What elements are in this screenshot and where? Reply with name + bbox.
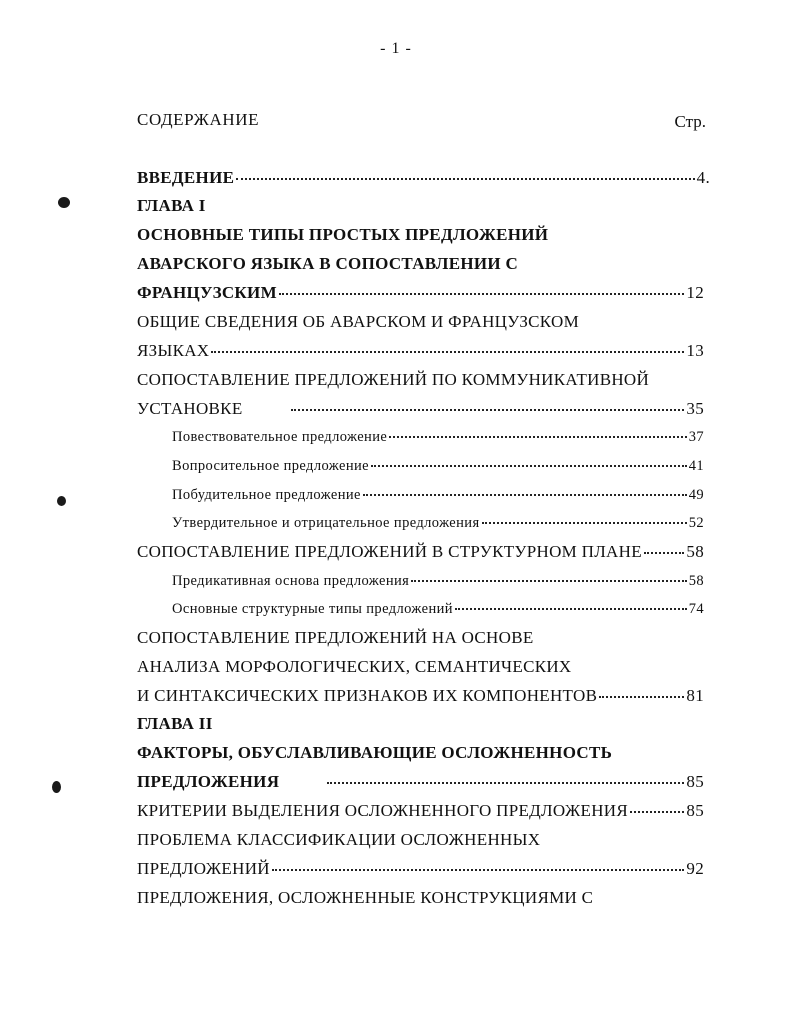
- subsection-interrogative: [172, 458, 704, 475]
- chapter-2-heading: [137, 714, 213, 734]
- toc-entry-text: КРИТЕРИИ ВЫДЕЛЕНИЯ ОСЛОЖНЕННОГО ПРЕДЛОЖЕНИЯ: [137, 801, 629, 820]
- toc-entry-text: ПРЕДЛОЖЕНИЙ: [137, 859, 270, 878]
- section-morphological-line-3: [137, 686, 704, 706]
- section-classification-line-1: [137, 830, 540, 850]
- scan-mark: [58, 197, 70, 208]
- dot-leader: [644, 552, 685, 554]
- section-criteria: [137, 801, 704, 821]
- chapter-1-title-line-3: [137, 283, 704, 303]
- toc-entry-text: ПРЕДЛОЖЕНИЯ, ОСЛОЖНЕННЫЕ КОНСТРУКЦИЯМИ С: [137, 888, 594, 907]
- toc-entry-text: СОПОСТАВЛЕНИЕ ПРЕДЛОЖЕНИЙ НА ОСНОВЕ: [137, 628, 534, 647]
- section-morphological-line-2: [137, 657, 572, 677]
- toc-entry-page: 58: [688, 573, 704, 589]
- toc-entry-text: СОПОСТАВЛЕНИЕ ПРЕДЛОЖЕНИЙ ПО КОММУНИКАТИВНОЙ: [137, 370, 650, 389]
- toc-entry-text: ОСНОВНЫЕ ТИПЫ ПРОСТЫХ ПРЕДЛОЖЕНИЙ: [137, 225, 549, 244]
- dot-leader: [279, 293, 684, 295]
- dot-leader: [482, 522, 687, 524]
- toc-entry-page: 52: [688, 515, 704, 531]
- toc-entry-text: АНАЛИЗА МОРФОЛОГИЧЕСКИХ, СЕМАНТИЧЕСКИХ: [137, 657, 572, 676]
- toc-entry-text: ЯЗЫКАХ: [137, 341, 210, 360]
- dot-leader: [389, 436, 686, 438]
- chapter-2-title-line-2: [137, 772, 704, 792]
- toc-entry-text: АВАРСКОГО ЯЗЫКА В СОПОСТАВЛЕНИИ С: [137, 254, 519, 273]
- toc-entry-text: ВВЕДЕНИЕ: [137, 168, 235, 187]
- subsection-declarative: [172, 429, 704, 446]
- toc-entry-text: ГЛАВА I: [137, 196, 206, 215]
- toc-entry-text: Повествовательное предложение: [172, 429, 388, 445]
- dot-leader: [327, 782, 684, 784]
- toc-entry-text: ФАКТОРЫ, ОБУСЛАВЛИВАЮЩИЕ ОСЛОЖНЕННОСТЬ: [137, 743, 613, 762]
- chapter-1-title-line-2: [137, 254, 518, 274]
- toc-entry-text: ФРАНЦУЗСКИМ: [137, 283, 277, 302]
- dot-leader: [211, 351, 684, 353]
- chapter-1-heading: [137, 196, 206, 216]
- dot-leader: [599, 696, 684, 698]
- dot-leader: [363, 494, 687, 496]
- toc-entry-text: ПРОБЛЕМА КЛАССИФИКАЦИИ ОСЛОЖНЕННЫХ: [137, 830, 541, 849]
- toc-entry-text: ПРЕДЛОЖЕНИЯ: [137, 772, 280, 791]
- dot-leader: [236, 178, 694, 180]
- contents-title: СОДЕРЖАНИЕ: [137, 110, 260, 129]
- toc-entry-text: ОБЩИЕ СВЕДЕНИЯ ОБ АВАРСКОМ И ФРАНЦУЗСКОМ: [137, 312, 579, 331]
- section-classification-line-2: [137, 859, 704, 879]
- section-morphological-line-1: [137, 628, 534, 648]
- subsection-affirmative-negative: [172, 515, 704, 532]
- toc-entry-text: Основные структурные типы предложений: [172, 601, 453, 617]
- toc-entry-page: 41: [688, 458, 704, 474]
- chapter-2-title-line-1: [137, 743, 612, 763]
- toc-entry-text: Утвердительное и отрицательное предложения: [172, 515, 480, 531]
- page-column-label: Стр.: [674, 112, 706, 131]
- scan-mark: [57, 496, 66, 506]
- dot-leader: [272, 869, 685, 871]
- toc-entry-page: 85: [686, 801, 704, 820]
- toc-entry-text: И СИНТАКСИЧЕСКИХ ПРИЗНАКОВ ИХ КОМПОНЕНТОВ: [137, 686, 598, 705]
- toc-entry-text: ГЛАВА II: [137, 714, 213, 733]
- section-complicated-constructions: [137, 888, 593, 908]
- section-general-info-line-2: [137, 341, 704, 361]
- toc-entry-page: 4.: [696, 168, 710, 187]
- section-general-info-line-1: [137, 312, 579, 332]
- dot-leader: [371, 465, 687, 467]
- toc-entry-text: Предикативная основа предложения: [172, 573, 410, 589]
- section-communicative-line-2: [137, 399, 704, 419]
- toc-entry-introduction: [137, 168, 710, 188]
- toc-entry-text: Побудительное предложение: [172, 487, 361, 503]
- page-number: - 1 -: [380, 40, 412, 57]
- toc-entry-page: 49: [688, 487, 704, 503]
- dot-leader: [455, 608, 687, 610]
- section-communicative-line-1: [137, 370, 649, 390]
- toc-entry-page: 81: [686, 686, 704, 705]
- chapter-1-title-line-1: [137, 225, 548, 245]
- toc-entry-page: 85: [686, 772, 704, 791]
- subsection-imperative: [172, 487, 704, 504]
- toc-entry-page: 37: [688, 429, 704, 445]
- dot-leader: [291, 409, 685, 411]
- toc-entry-page: 13: [686, 341, 704, 360]
- subsection-structural-types: [172, 601, 704, 618]
- toc-entry-page: 74: [688, 601, 704, 617]
- toc-entry-page: 92: [686, 859, 704, 878]
- toc-entry-page: 12: [686, 283, 704, 302]
- toc-entry-text: УСТАНОВКЕ: [137, 399, 243, 418]
- section-structural-plan: [137, 542, 704, 562]
- toc-entry-text: СОПОСТАВЛЕНИЕ ПРЕДЛОЖЕНИЙ В СТРУКТУРНОМ ПЛАНЕ: [137, 542, 642, 561]
- dot-leader: [411, 580, 686, 582]
- toc-entry-page: 35: [686, 399, 704, 418]
- toc-entry-text: Вопросительное предложение: [172, 458, 369, 474]
- toc-entry-page: 58: [686, 542, 704, 561]
- scan-mark: [52, 781, 61, 793]
- subsection-predicative-basis: [172, 573, 704, 590]
- dot-leader: [630, 811, 684, 813]
